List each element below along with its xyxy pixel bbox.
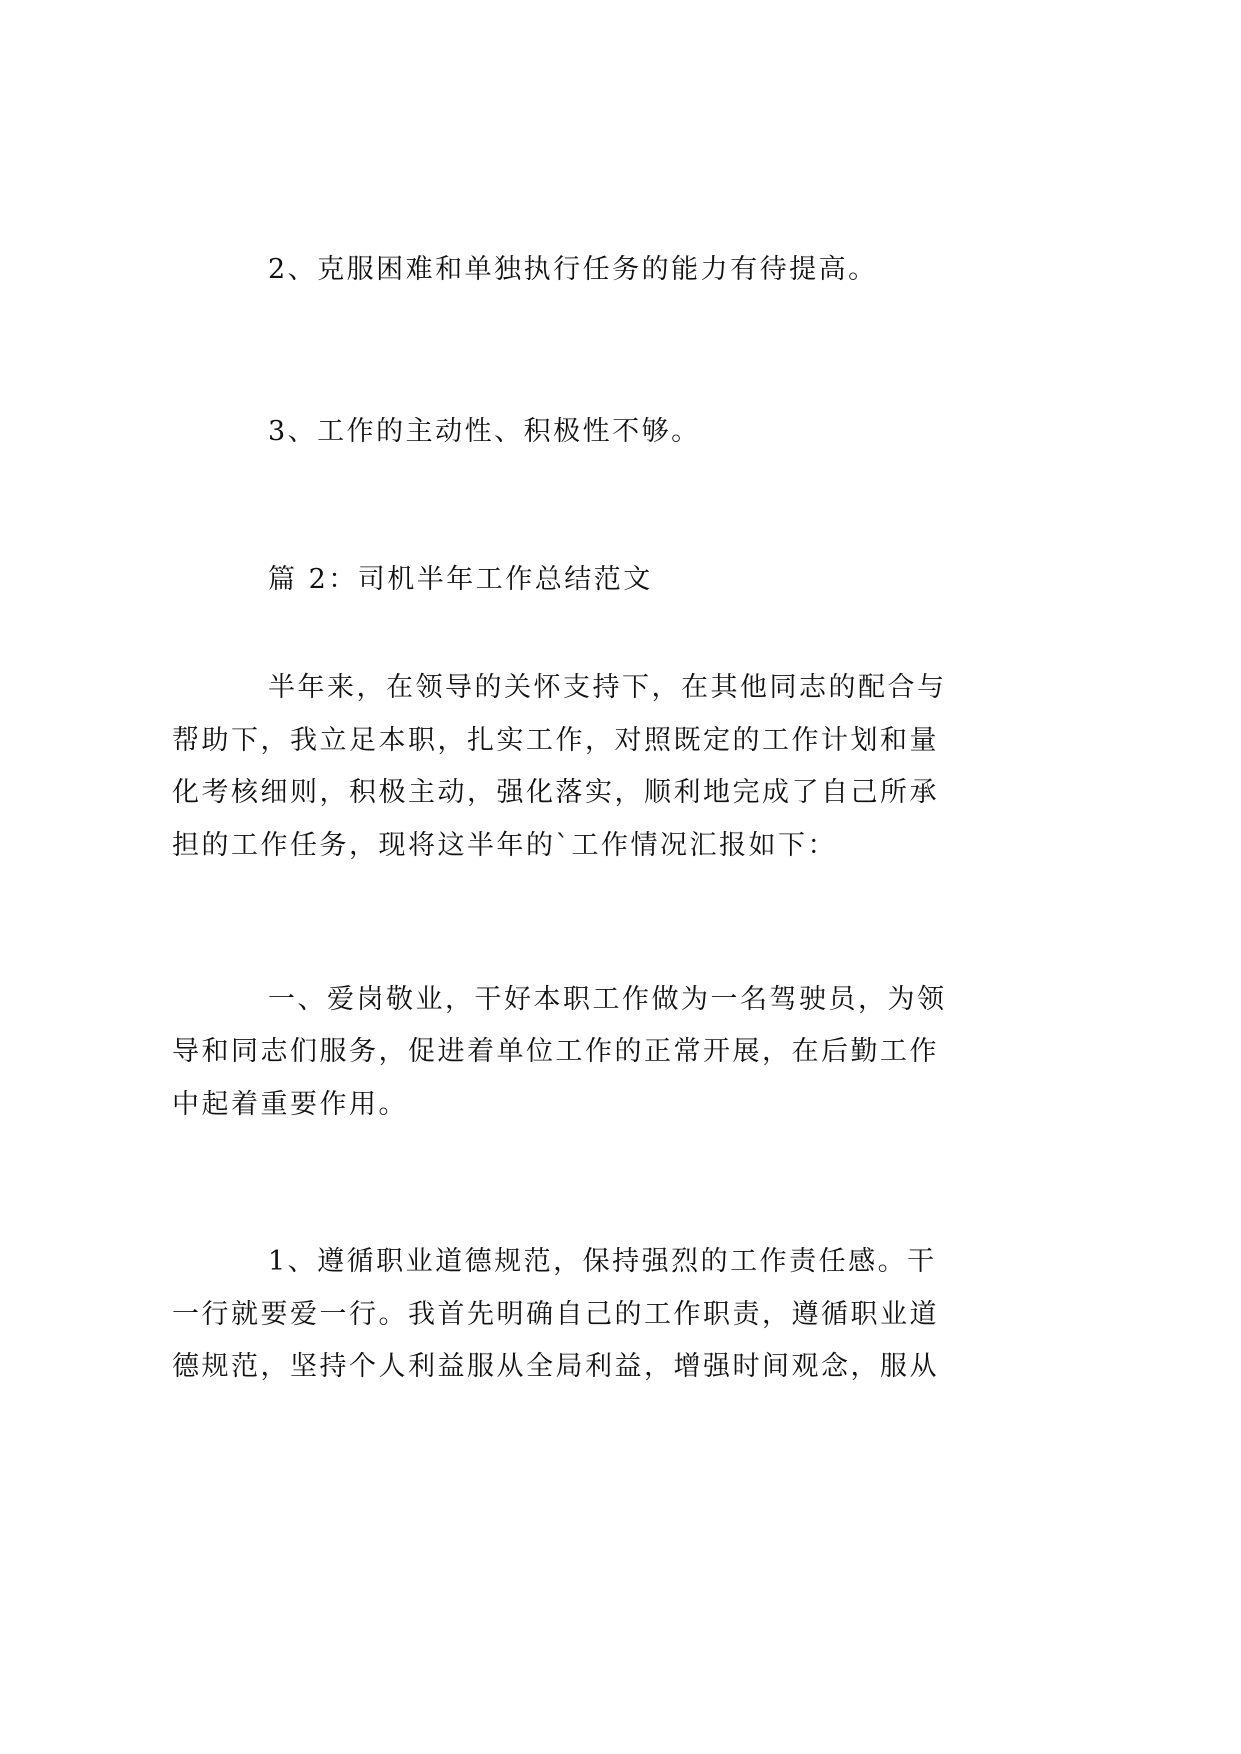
text-line: 3、工作的主动性、积极性不够。 (268, 416, 701, 447)
text-line: 一行就要爱一行。我首先明确自己的工作职责，遵循职业道 (172, 1299, 939, 1330)
text-line: 一、爱岗敬业，干好本职工作做为一名驾驶员，为领 (268, 984, 947, 1015)
text-line: 中起着重要作用。 (172, 1089, 408, 1120)
text-line: 德规范，坚持个人利益服从全局利益，增强时间观念，服从 (172, 1351, 939, 1382)
text-line: 化考核细则，积极主动，强化落实，顺利地完成了自己所承 (172, 777, 939, 808)
text-line: 帮助下，我立足本职，扎实工作，对照既定的工作计划和量 (172, 725, 939, 756)
text-line: 导和同志们服务，促进着单位工作的正常开展，在后勤工作 (172, 1036, 939, 1067)
text-line: 篇 2：司机半年工作总结范文 (268, 564, 653, 595)
text-line: 担的工作任务，现将这半年的`工作情况汇报如下： (172, 830, 837, 861)
text-line: 1、遵循职业道德规范，保持强烈的工作责任感。干 (268, 1246, 937, 1277)
text-line: 半年来，在领导的关怀支持下，在其他同志的配合与 (268, 672, 947, 703)
text-line: 2、克服困难和单独执行任务的能力有待提高。 (268, 254, 878, 285)
